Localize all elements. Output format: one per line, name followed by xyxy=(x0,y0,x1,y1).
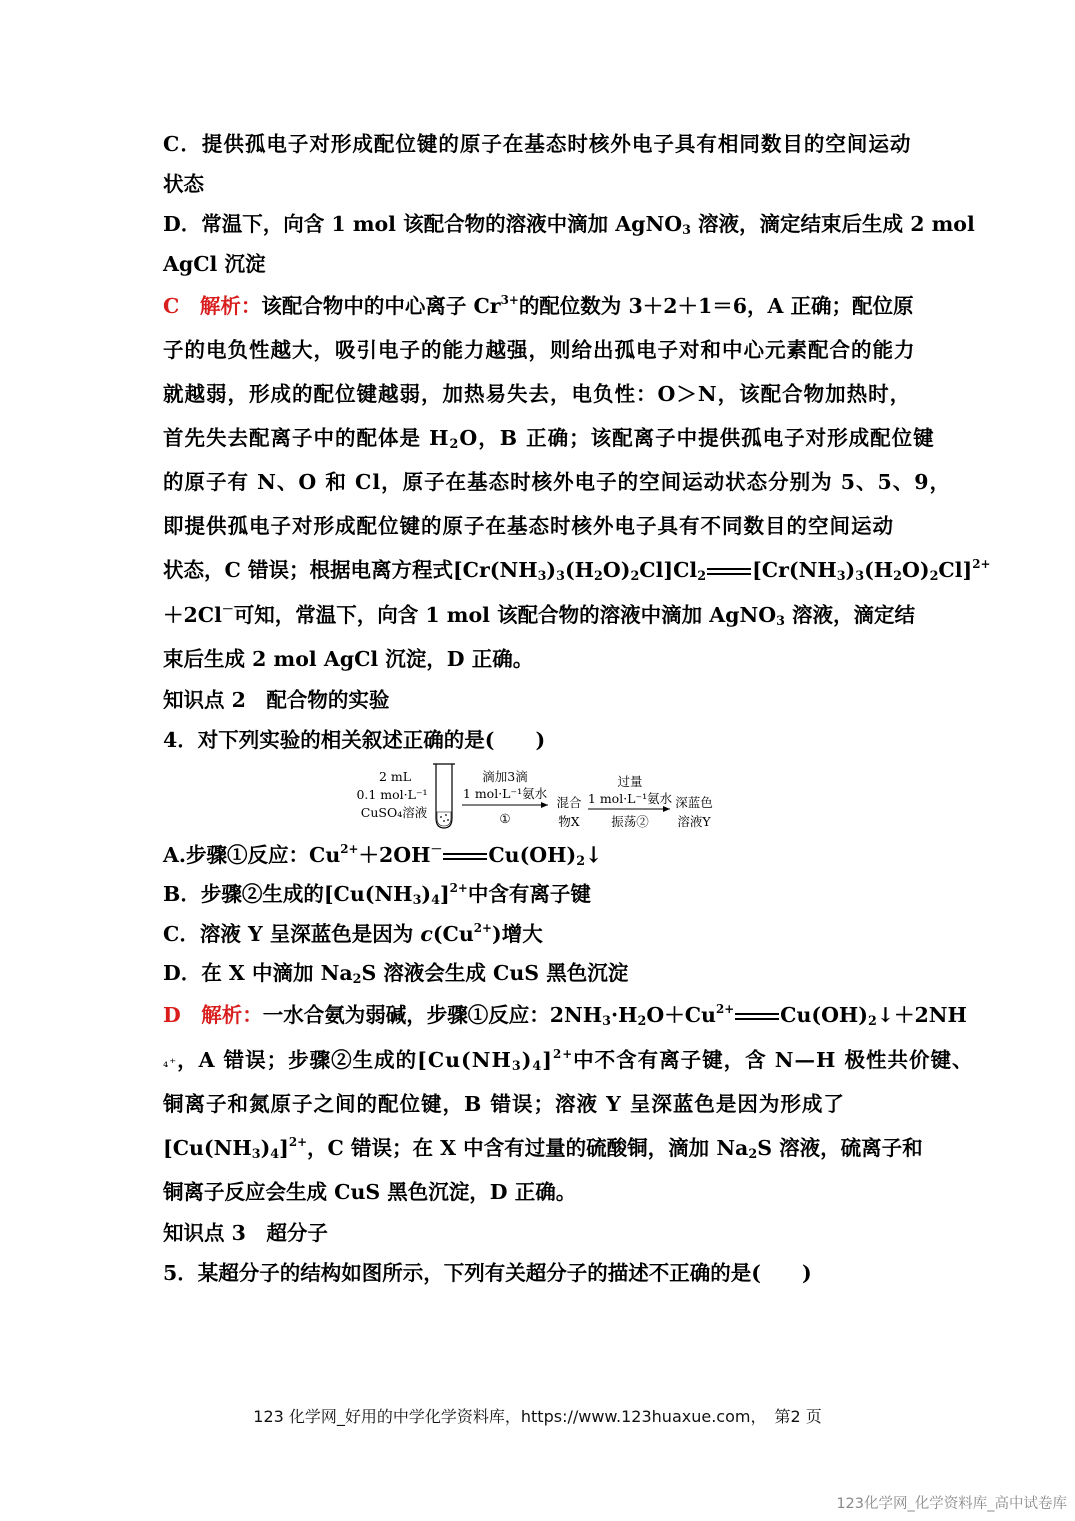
mixture-x-bottom: 物X xyxy=(558,814,580,829)
q4-option-b: B．步骤②生成的$[Cu(NH_3)_4]^{2+}$中含有离子键 xyxy=(163,881,591,908)
answer-4-line3: 铜离子和氮原子之间的配位键，B 错误；溶液 Y 呈深蓝色是因为形成了 xyxy=(163,1092,845,1116)
arrow-icon xyxy=(663,806,670,812)
step1-label-mid: 1 mol·L⁻¹氨水 xyxy=(462,786,548,801)
answer-3-line2: 子的电负性越大，吸引电子的能力越强，则给出孤电子对和中心元素配合的能力 xyxy=(163,338,916,362)
answer-4-line2: ₄⁺，A 错误；步骤②生成的$[Cu(NH_3)_4]^{2+}$中不含有离子键，含 N—H 极性共价键、 xyxy=(163,1047,974,1074)
answer-letter: D xyxy=(163,1003,181,1027)
answer-3-line3: 就越弱，形成的配位键越弱，加热易失去，电负性：O＞N，该配合物加热时， xyxy=(163,382,912,406)
step1-label-bottom: ① xyxy=(499,811,511,826)
step1-label-top: 滴加3滴 xyxy=(482,769,528,784)
answer-3-line9: 束后生成 2 mol AgCl 沉淀，D 正确。 xyxy=(163,647,534,671)
step2-label-top: 过量 xyxy=(617,774,643,789)
result-top: 深蓝色 xyxy=(675,795,713,810)
option-c-line1: C．提供孤电子对形成配位键的原子在基态时核外电子具有相同数目的空间运动 xyxy=(163,132,912,156)
page-footer: 123 化学网_好用的中学化学资料库，https://www.123huaxue.com， 第2 页 xyxy=(253,1407,822,1426)
option-d-line2: AgCl 沉淀 xyxy=(163,252,266,276)
q4-option-d: D．在 X 中滴加 $Na_2S$ 溶液会生成 CuS 黑色沉淀 xyxy=(163,961,629,987)
reagent-name: CuSO₄溶液 xyxy=(360,805,428,820)
equation-sign xyxy=(735,1012,779,1022)
step2-label-mid: 1 mol·L⁻¹氨水 xyxy=(587,791,673,806)
equation-sign xyxy=(707,567,751,577)
answer-3-line6: 即提供孤电子对形成配位键的原子在基态时核外电子具有不同数目的空间运动 xyxy=(163,514,894,538)
answer-letter: C xyxy=(163,294,180,318)
answer-4-line1: D 解析：一水合氨为弱碱，步骤①反应：$2NH_3\cdot H_2O+Cu^{2+}$ $Cu(OH)_2↓+2NH$ xyxy=(163,1002,967,1029)
watermark: 123化学网_化学资料库_高中试卷库 xyxy=(836,1496,1067,1512)
answer-3-line8: ＋2Cl－可知，常温下，向含 1 mol 该配合物的溶液中滴加 AgNO$_3$ 溶液，滴定结 xyxy=(163,602,916,629)
experiment-diagram xyxy=(340,762,740,834)
answer-3-line5: 的原子有 N、O 和 Cl，原子在基态时核外电子的空间运动状态分别为 5、5、9， xyxy=(163,470,952,494)
answer-3-line4: 首先失去配离子中的配体是 $H_2O$，B 正确；该配离子中提供孤电子对形成配位键 xyxy=(163,426,935,452)
question-5: 5．某超分子的结构如图所示，下列有关超分子的描述不正确的是( ) xyxy=(163,1261,812,1285)
answer-3-line7: 状态，C 错误；根据电离方程式$[Cr(NH_3)_3(H_2O)_2Cl]Cl_2$ $[Cr(NH_3)_3(H_2O)_2Cl]^{2+}$ xyxy=(163,557,991,584)
step2-label-bottom: 振荡② xyxy=(611,814,649,829)
analysis-label: 解析： xyxy=(201,1003,263,1027)
question-4: 4．对下列实验的相关叙述正确的是( ) xyxy=(163,728,546,752)
option-c-line2: 状态 xyxy=(163,172,204,196)
arrow-icon xyxy=(541,802,548,808)
reagent-volume: 2 mL xyxy=(378,769,412,784)
option-d-line1: D．常温下，向含 1 mol 该配合物的溶液中滴加 AgNO$_3$ 溶液，滴定结束后生成 2 mol xyxy=(163,212,975,238)
answer-4-line4: $[Cu(NH_3)_4]^{2+}$，C 错误；在 X 中含有过量的硫酸铜，滴加 $Na_2S$ 溶液，硫离子和 xyxy=(163,1135,923,1162)
equation-sign xyxy=(443,852,487,862)
precipitate-arrow-icon: ↓ xyxy=(585,841,603,869)
knowledge-point-2: 知识点 2 配合物的实验 xyxy=(163,688,390,712)
answer-3-line1: C 解析：该配合物中的中心离子 $Cr^{3+}$的配位数为 3＋2＋1＝6，A 正确；配位原 xyxy=(163,293,914,318)
analysis-label: 解析： xyxy=(199,294,262,318)
test-tube-icon xyxy=(433,764,455,828)
answer-4-line5: 铜离子反应会生成 CuS 黑色沉淀，D 正确。 xyxy=(163,1180,577,1204)
result-bottom: 溶液Y xyxy=(677,814,711,829)
knowledge-point-3: 知识点 3 超分子 xyxy=(163,1221,328,1245)
reagent-concentration: 0.1 mol·L⁻¹ xyxy=(356,787,428,802)
q4-option-a: A.步骤①反应：$Cu^{2+}+2OH^-$ $Cu(OH)_2↓$ xyxy=(163,841,603,869)
mixture-x-top: 混合 xyxy=(556,795,582,810)
q4-option-c: C．溶液 Y 呈深蓝色是因为 $c(Cu^{2+})$增大 xyxy=(163,921,543,946)
